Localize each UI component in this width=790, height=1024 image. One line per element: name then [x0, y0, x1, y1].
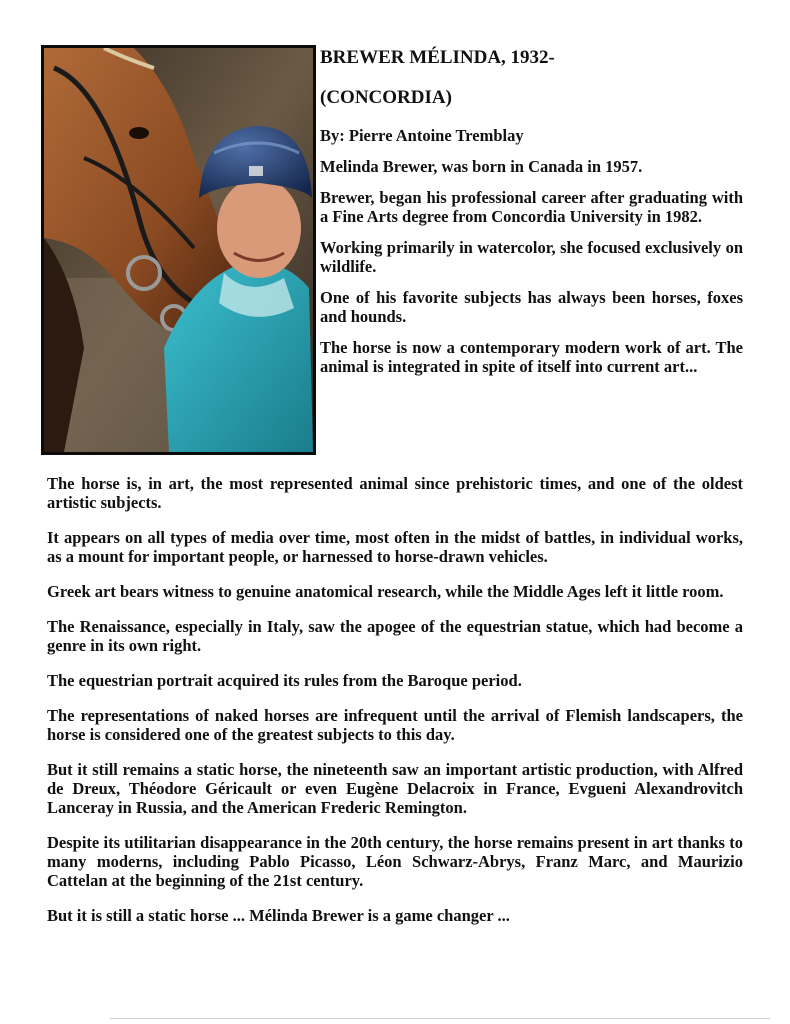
body-paragraph: Greek art bears witness to genuine anatomical research, while the Middle Ages left it little room. — [47, 582, 724, 601]
body-paragraph: Despite its utilitarian disappearance in the 20th century, the horse remains present in art thanks to many moderns, including Pablo Picasso, Léon Schwarz-Abrys, Franz Marc, and Maurizio Cattelan at the beginning of the 21st century. — [47, 833, 743, 890]
body-paragraph: The Renaissance, especially in Italy, saw the apogee of the equestrian statue, which had become a genre in its own right. — [47, 617, 743, 655]
side-paragraph: Brewer, began his professional career after graduating with a Fine Arts degree from Concordia University in 1982. — [320, 188, 743, 226]
body-paragraph: The equestrian portrait acquired its rules from the Baroque period. — [47, 671, 522, 690]
side-paragraph: Melinda Brewer, was born in Canada in 1957. — [320, 157, 643, 176]
article-subtitle: (CONCORDIA) — [320, 87, 452, 108]
horse-and-rider-image — [44, 48, 313, 452]
body-paragraph: The horse is, in art, the most represented animal since prehistoric times, and one of the oldest artistic subjects. — [47, 474, 743, 512]
body-paragraph: But it is still a static horse ... Mélinda Brewer is a game changer ... — [47, 906, 510, 925]
side-paragraph: Working primarily in watercolor, she focused exclusively on wildlife. — [320, 238, 743, 276]
side-column — [320, 46, 743, 388]
byline: By: Pierre Antoine Tremblay — [320, 126, 524, 145]
page-bottom-rule — [110, 1018, 770, 1019]
body-paragraph: But it still remains a static horse, the nineteenth saw an important artistic production, with Alfred de Dreux, Théodore Géricault or even Eugène Delacroix in France, Evgueni Alexandrovitch Lanceray in Russia, and the American Frederic Remington. — [47, 760, 743, 817]
article-title: BREWER MÉLINDA, 1932- — [320, 47, 555, 68]
portrait-photo — [41, 45, 316, 455]
body-paragraph: It appears on all types of media over time, most often in the midst of battles, in individual works, as a mount for important people, or harnessed to horse-drawn vehicles. — [47, 528, 743, 566]
article-body — [47, 474, 743, 941]
side-paragraph: The horse is now a contemporary modern work of art. The animal is integrated in spite of itself into current art... — [320, 338, 743, 376]
body-paragraph: The representations of naked horses are infrequent until the arrival of Flemish landscapers, the horse is considered one of the greatest subjects to this day. — [47, 706, 743, 744]
side-paragraph: One of his favorite subjects has always been horses, foxes and hounds. — [320, 288, 743, 326]
